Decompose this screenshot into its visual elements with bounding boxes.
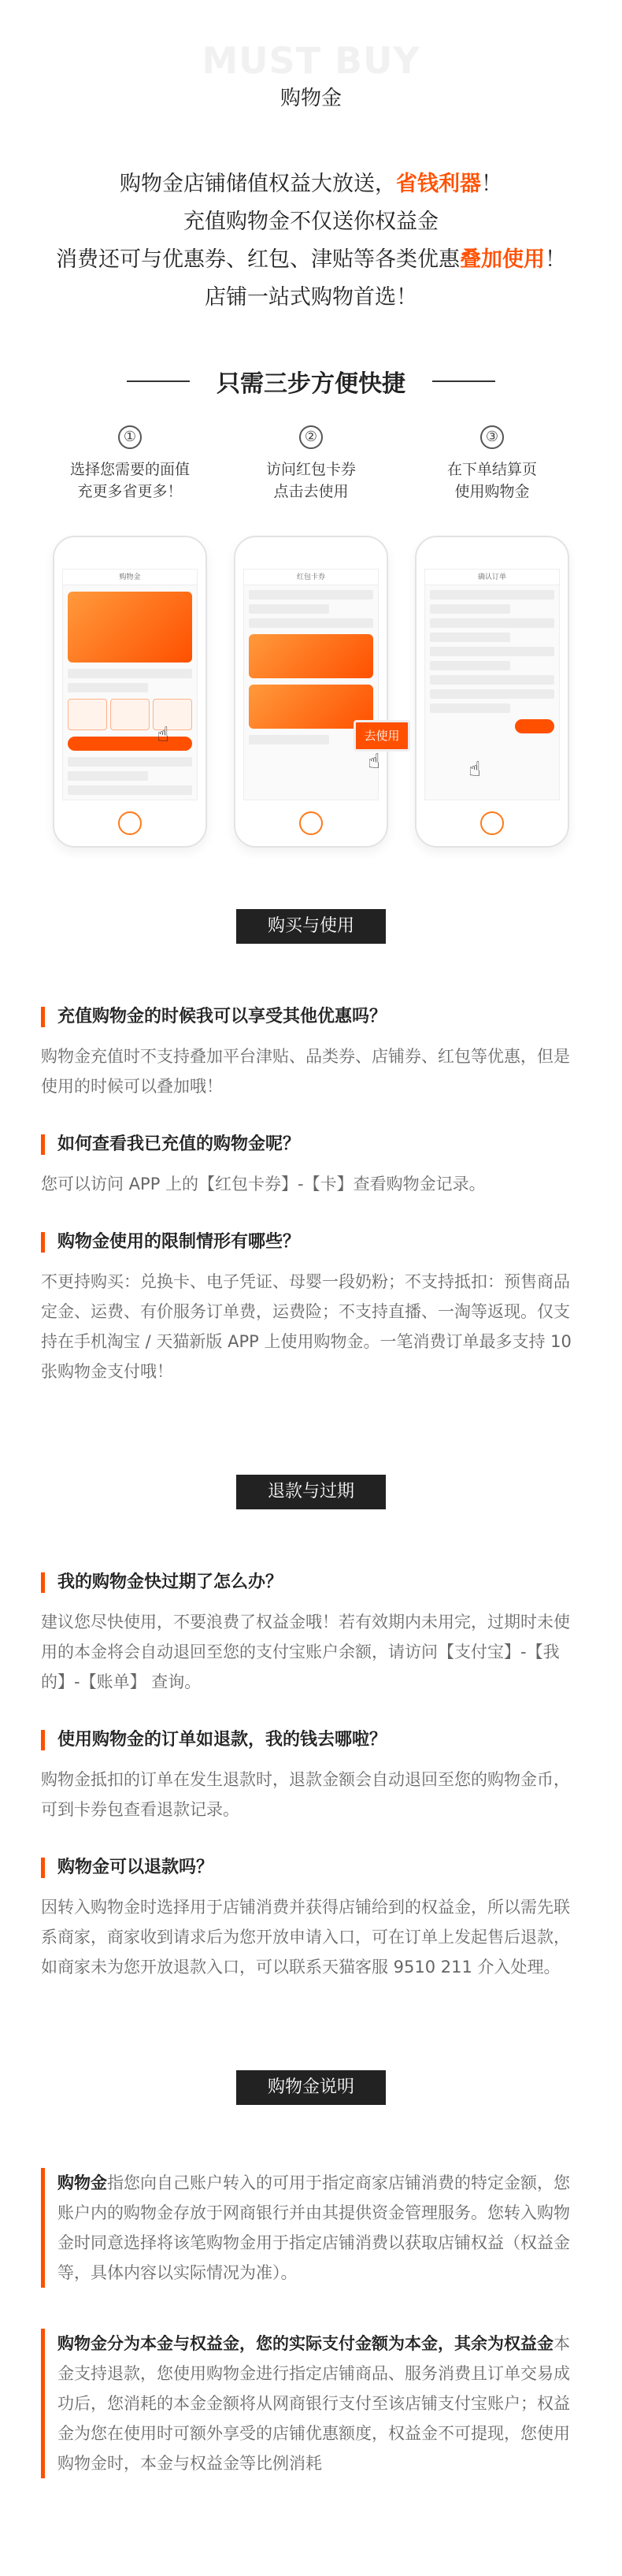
section-refund <box>0 1475 622 1982</box>
step-number: ① <box>118 425 142 449</box>
question: 购物金使用的限制情形有哪些？ <box>41 1232 581 1253</box>
phone-mockup: 红包卡券 去使用 ☝ <box>234 536 388 848</box>
section-tag: 购买与使用 <box>236 909 386 944</box>
page-title: 购物金 <box>280 87 342 110</box>
step-number: ③ <box>480 425 504 449</box>
divider <box>127 380 190 382</box>
section-buy <box>0 909 622 1386</box>
hand-cursor-icon: ☝ <box>157 723 169 747</box>
hand-cursor-icon: ☝ <box>468 758 481 781</box>
step-3 <box>409 425 575 848</box>
section-tag: 退款与过期 <box>236 1475 386 1509</box>
explain-paragraph-2: 购物金分为本金与权益金，您的实际支付金额为本金，其余为权益金本金支持退款，您使用购物金进行指定店铺商品、服务消费且订单交易成功后，您消耗的本金金额将从网商银行支付至该店铺支付宝账户；权益金为您在使用时可额外享受的店铺优惠额度，权益金不可提现，您使用购物金时，本金与权益金等比例消耗 <box>41 2329 581 2478</box>
step-1 <box>47 425 213 848</box>
step-desc: 选择您需要的面值 充更多省更多！ <box>69 461 190 500</box>
steps <box>0 425 622 848</box>
answer: 购物金充值时不支持叠加平台津贴、品类券、店铺券、红包等优惠，但是使用的时候可以叠加哦！ <box>41 1047 570 1096</box>
section-explain <box>0 2070 622 2478</box>
question: 充值购物金的时候我可以享受其他优惠吗？ <box>41 1007 581 1027</box>
home-button-icon <box>480 811 504 835</box>
explain-paragraph-1: 购物金指您向自己账户转入的可用于指定商家店铺消费的特定金额，您账户内的购物金存放于网商银行并由其提供资金管理服务。您转入购物金时同意选择将该笔购物金用于指定店铺消费以获取店铺权益（权益金等，具体内容以实际情况为准）。 <box>41 2168 581 2288</box>
use-now-button: 去使用 <box>354 720 410 752</box>
answer: 不更持购买：兑换卡、电子凭证、母婴一段奶粉；不支持抵扣：预售商品定金、运费、有价服务订单费，运费险；不支持直播、一淘等返现。仅支持在手机淘宝 / 天猫新版 APP 上使用购物金。一笔消费订单最多支持 10 张购物金支付哦！ <box>41 1272 572 1381</box>
coupon-card <box>249 634 373 678</box>
phone-mockup: 购物金 ☝ <box>53 536 207 848</box>
intro-line-1: 购物金店铺储值权益大放送，省钱利器！ <box>120 172 502 196</box>
home-button-icon <box>118 811 142 835</box>
home-button-icon <box>299 811 323 835</box>
intro-line-3: 消费还可与优惠券、红包、津贴等各类优惠叠加使用！ <box>56 247 566 272</box>
answer: 您可以访问 APP 上的【红包卡券】-【卡】查看购物金记录。 <box>41 1175 486 1193</box>
intro <box>0 165 622 317</box>
gold-card <box>68 592 192 663</box>
question: 我的购物金快过期了怎么办？ <box>41 1572 581 1593</box>
answer: 购物金抵扣的订单在发生退款时，退款金额会自动退回至您的购物金币，可到卡券包查看退款记录。 <box>41 1770 570 1819</box>
step-number: ② <box>299 425 323 449</box>
answer: 因转入购物金时选择用于店铺消费并获得店铺给到的权益金，所以需先联系商家，商家收到请求后为您开放申请入口，可在订单上发起售后退款，如商家未为您开放退款入口，可以联系天猫客服 9510 211 介入处理。 <box>41 1898 570 1977</box>
section-tag: 购物金说明 <box>236 2070 386 2105</box>
step-desc: 在下单结算页 使用购物金 <box>446 461 537 500</box>
hero-bg-text: MUST BUY <box>202 39 420 82</box>
question: 使用购物金的订单如退款，我的钱去哪啦？ <box>41 1730 581 1750</box>
steps-title: 只需三步方便快捷 <box>0 364 622 399</box>
hand-cursor-icon: ☝ <box>368 750 380 774</box>
intro-line-2: 充值购物金不仅送你权益金 <box>183 210 439 234</box>
question: 购物金可以退款吗？ <box>41 1858 581 1878</box>
question: 如何查看我已充值的购物金呢？ <box>41 1134 581 1155</box>
hero <box>0 0 622 118</box>
divider <box>432 380 495 382</box>
answer: 建议您尽快使用，不要浪费了权益金哦！若有效期内未用完，过期时未使用的本金将会自动退回至您的支付宝账户余额，请访问【支付宝】-【我的】-【账单】 查询。 <box>41 1613 570 1691</box>
intro-line-4: 店铺一站式购物首选！ <box>205 285 417 310</box>
step-desc: 访问红包卡券 点击去使用 <box>265 461 356 500</box>
step-2 <box>228 425 400 848</box>
phone-mockup: 确认订单 ☝ <box>415 536 569 848</box>
recharge-button <box>68 737 192 751</box>
submit-order-button <box>515 719 554 733</box>
